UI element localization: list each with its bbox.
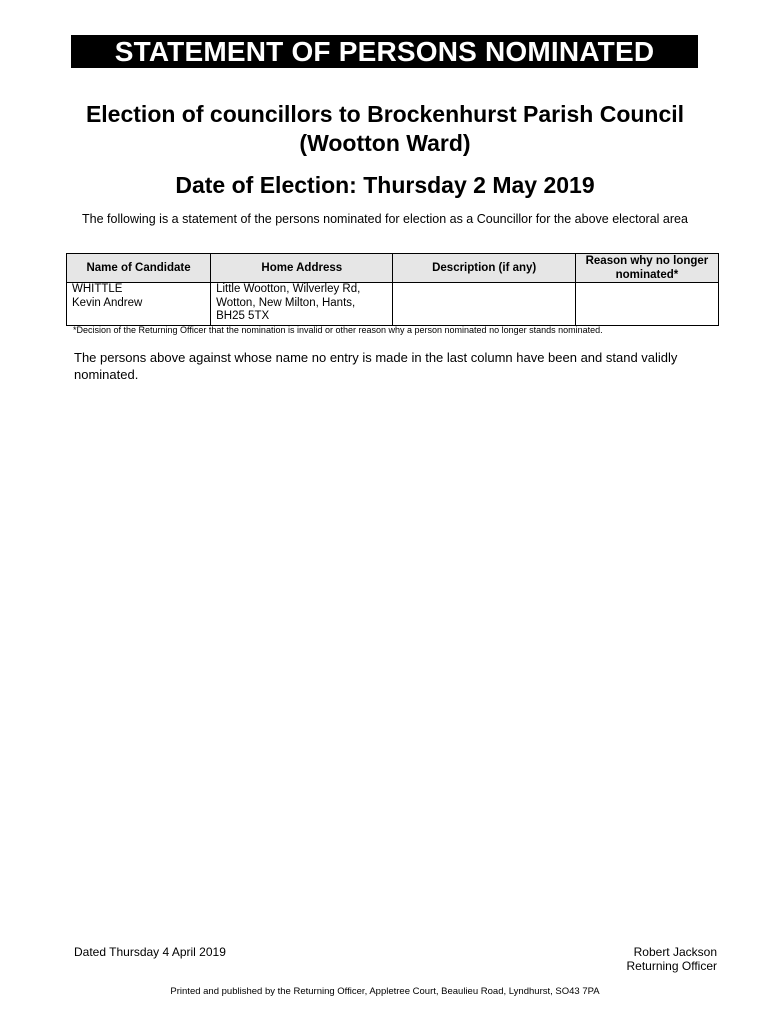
header-name-of-candidate: Name of Candidate bbox=[67, 254, 211, 283]
election-title: Election of councillors to Brockenhurst Parish Council (Wootton Ward) bbox=[85, 101, 685, 156]
address-line: Little Wootton, Wilverley Rd, bbox=[216, 283, 361, 295]
validity-statement: The persons above against whose name no entry is made in the last column have been and stand validly nominated. bbox=[74, 350, 678, 382]
address-line: BH25 5TX bbox=[216, 310, 270, 322]
candidates-table bbox=[66, 253, 719, 326]
officer-title: Returning Officer bbox=[626, 959, 717, 973]
election-date: Date of Election: Thursday 2 May 2019 bbox=[175, 172, 595, 198]
candidate-address-cell bbox=[211, 283, 393, 326]
header-home-address: Home Address bbox=[211, 254, 393, 283]
address-line: Wotton, New Milton, Hants, bbox=[216, 296, 356, 309]
intro-text: The following is a statement of the persons nominated for election as a Councillor for the above electoral area bbox=[82, 212, 688, 226]
header-description: Description (if any) bbox=[393, 254, 575, 283]
printed-by-line: Printed and published by the Returning Officer, Appletree Court, Beaulieu Road, Lyndhurst, SO43 7PA bbox=[170, 986, 600, 997]
dated-line: Dated Thursday 4 April 2019 bbox=[74, 945, 226, 959]
returning-officer-signature bbox=[627, 945, 718, 973]
table-header-row bbox=[67, 254, 719, 283]
candidate-surname: WHITTLE bbox=[72, 283, 123, 295]
candidate-forenames: Kevin Andrew bbox=[72, 296, 143, 309]
header-reason: Reason why no longer nominated* bbox=[575, 254, 718, 283]
candidate-reason-cell bbox=[575, 283, 718, 326]
officer-name: Robert Jackson bbox=[633, 945, 717, 959]
document-banner: STATEMENT OF PERSONS NOMINATED bbox=[71, 35, 698, 68]
candidate-description-cell bbox=[393, 283, 575, 326]
candidate-name-cell bbox=[67, 283, 211, 326]
table-footnote: *Decision of the Returning Officer that the nomination is invalid or other reason why a person nominated no longer stands nominated. bbox=[73, 325, 603, 335]
table-row bbox=[67, 283, 719, 326]
